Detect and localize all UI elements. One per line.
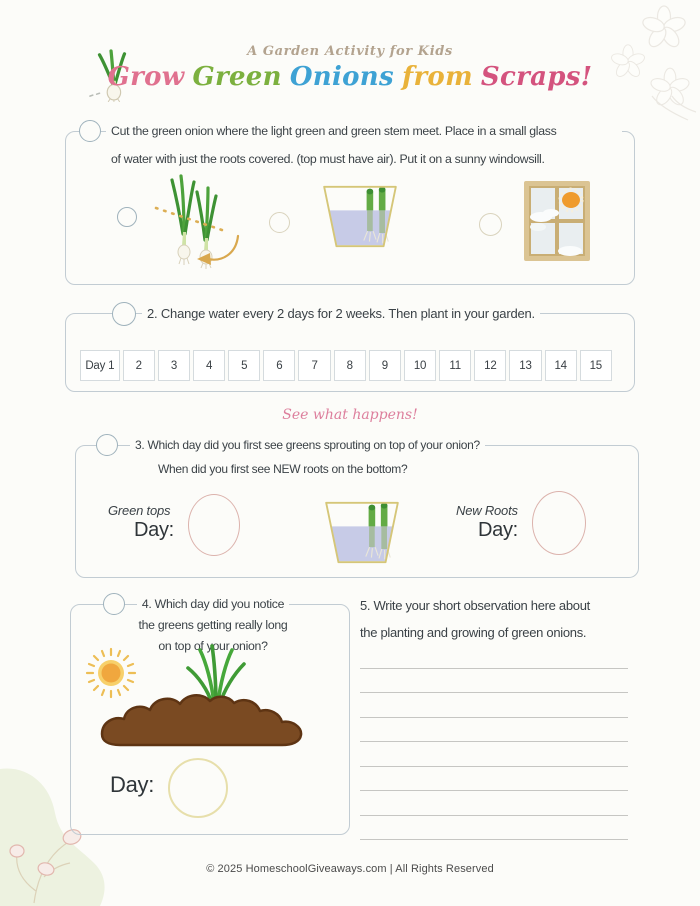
day-cell-13[interactable]: 13 (509, 350, 541, 381)
writing-line[interactable] (360, 644, 628, 669)
step5-prompt-line1: 5. Write your short observation here about (360, 598, 590, 613)
step1-window-checkbox[interactable] (479, 213, 502, 236)
step1-checkbox[interactable] (79, 120, 101, 142)
step2-checkbox[interactable] (112, 302, 136, 326)
page-title (0, 62, 700, 92)
day-cell-6[interactable]: 6 (263, 350, 295, 381)
copyright-text: © 2025 HomeschoolGiveaways.com | All Rights Reserved (206, 863, 494, 875)
day-tracker-table (80, 350, 612, 381)
writing-line[interactable] (360, 767, 628, 792)
green-tops-label: Green tops (108, 503, 171, 518)
writing-line[interactable] (360, 669, 628, 694)
day-cell-11[interactable]: 11 (439, 350, 471, 381)
day-cell-9[interactable]: 9 (369, 350, 401, 381)
day-cell-4[interactable]: 4 (193, 350, 225, 381)
title-word-from: from (401, 62, 473, 92)
day-cell-2[interactable]: 2 (123, 350, 155, 381)
day-cell-5[interactable]: 5 (228, 350, 260, 381)
step1-glass-checkbox[interactable] (269, 212, 290, 233)
step1-cut-checkbox[interactable] (117, 207, 137, 227)
glass-of-water-illustration (316, 500, 408, 566)
green-tops-day-label: Day: (134, 519, 174, 541)
step3-question-line2: When did you first see NEW roots on the bottom? (158, 462, 408, 476)
page-subtitle: A Garden Activity for Kids (247, 44, 453, 59)
day-cell-12[interactable]: 12 (474, 350, 506, 381)
day-cell-3[interactable]: 3 (158, 350, 190, 381)
title-word-scraps: Scraps! (480, 62, 593, 92)
writing-line[interactable] (360, 791, 628, 816)
step5-prompt-line2: the planting and growing of green onions. (360, 625, 587, 640)
writing-line[interactable] (360, 693, 628, 718)
step4-day-circle[interactable] (168, 758, 228, 818)
day-cell-14[interactable]: 14 (545, 350, 577, 381)
day-cell-7[interactable]: 7 (298, 350, 330, 381)
step3-question-line1: 3. Which day did you first see greens sprouting on top of your onion? (130, 437, 485, 454)
title-word-onions: Onions (289, 62, 394, 92)
step4-question-line2: the greens getting really long (138, 618, 288, 632)
green-tops-day-circle[interactable] (188, 494, 240, 556)
step1-instructions (106, 117, 622, 173)
new-roots-day-label: Day: (478, 519, 518, 541)
writing-line[interactable] (360, 816, 628, 841)
writing-line[interactable] (360, 718, 628, 743)
step3-checkbox[interactable] (96, 434, 118, 456)
cut-onion-illustration (150, 172, 245, 270)
see-what-happens-text: See what happens! (282, 407, 418, 423)
title-word-grow: Grow (107, 62, 185, 92)
step4-question-line3: on top of your onion? (158, 639, 268, 653)
day-cell-15[interactable]: 15 (580, 350, 612, 381)
day-cell-1[interactable]: Day 1 (80, 350, 120, 381)
onion-in-soil-illustration (96, 642, 308, 757)
window-illustration (524, 181, 590, 261)
step2-instructions: 2. Change water every 2 days for 2 weeks. Then plant in your garden. (142, 306, 540, 322)
day-cell-8[interactable]: 8 (334, 350, 366, 381)
title-word-green: Green (192, 62, 282, 92)
step4-day-label: Day: (110, 772, 155, 797)
glass-of-water-illustration (314, 184, 406, 250)
day-cell-10[interactable]: 10 (404, 350, 436, 381)
writing-line[interactable] (360, 742, 628, 767)
observation-writing-area (360, 644, 628, 840)
step1-line2: of water with just the roots covered. (top must have air). Put it on a sunny windowsill. (111, 152, 545, 166)
step1-line1: Cut the green onion where the light green and green stem meet. Place in a small glass (111, 124, 557, 138)
new-roots-day-circle[interactable] (532, 491, 586, 555)
step4-question-line1: 4. Which day did you notice (137, 594, 289, 615)
new-roots-label: New Roots (456, 503, 518, 518)
